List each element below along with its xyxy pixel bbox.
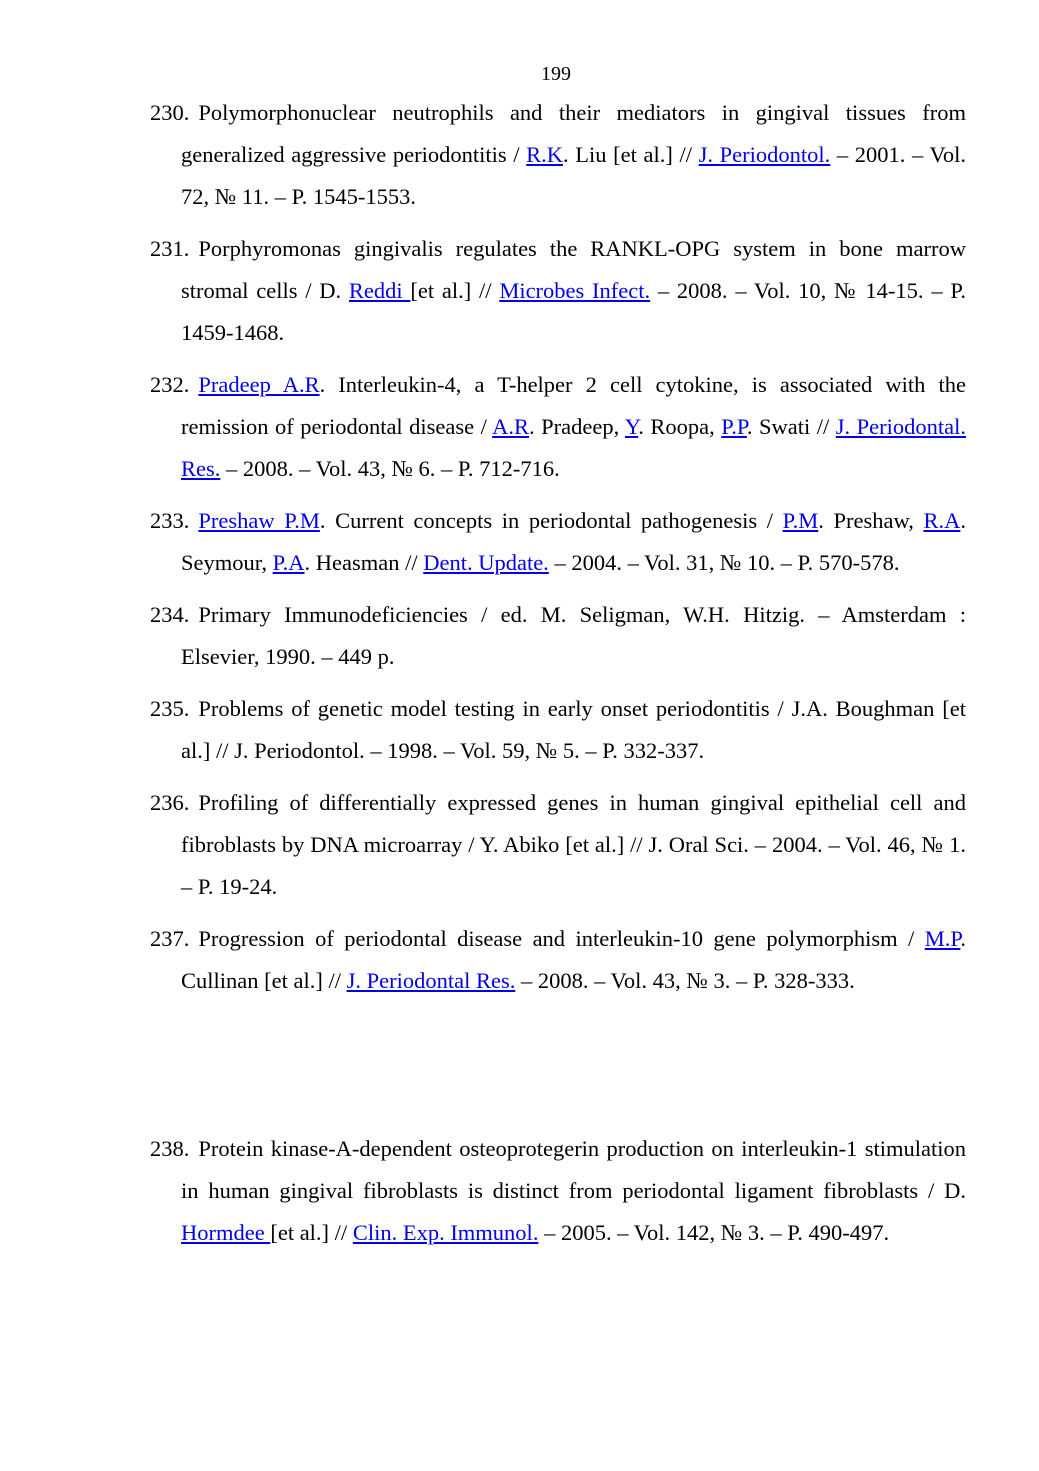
reference-link[interactable]: Y	[624, 414, 639, 439]
reference-text: . Interleukin-4, a T-helper 2 cell cytokine, is associated with the remission of periodontal disease /	[181, 372, 966, 439]
reference-text: . Liu [et al.] //	[563, 142, 699, 167]
reference-text: – 2005. – Vol. 142, № 3. – P. 490-497.	[538, 1220, 890, 1245]
reference-link[interactable]: J. Periodontal. Res.	[181, 414, 966, 481]
reference-list	[150, 92, 966, 1264]
reference-text: . Heasman //	[304, 550, 424, 575]
reference-number: 234.	[150, 602, 190, 627]
reference-entry	[150, 688, 966, 772]
reference-entry	[150, 92, 966, 218]
reference-link[interactable]: P.P	[721, 414, 747, 439]
reference-text: . Current concepts in periodontal pathogenesis /	[319, 508, 783, 533]
reference-text: Progression of periodontal disease and interleukin-10 gene polymorphism /	[198, 926, 925, 951]
reference-text: Problems of genetic model testing in early onset periodontitis / J.A. Boughman [et al.] // J. Periodontol. – 1998. – Vol. 59, № 5. – P. 332-337.	[181, 696, 966, 763]
reference-entry	[150, 1128, 966, 1254]
reference-text: . Preshaw,	[818, 508, 924, 533]
reference-entry	[150, 228, 966, 354]
reference-number: 232.	[150, 372, 190, 397]
reference-link[interactable]: Pradeep A.R	[198, 372, 320, 397]
reference-text: Primary Immunodeficiencies / ed. M. Seligman, W.H. Hitzig. – Amsterdam : Elsevier, 1990. – 449 p.	[181, 602, 966, 669]
reference-entry	[150, 594, 966, 678]
reference-text: – 2008. – Vol. 10, № 14-15. – P. 1459-1468.	[181, 278, 966, 345]
reference-text: Porphyromonas gingivalis regulates the RANKL-OPG system in bone marrow stromal cells / D.	[181, 236, 966, 303]
reference-link[interactable]: Microbes Infect.	[499, 278, 651, 303]
reference-entry	[150, 500, 966, 584]
reference-text: – 2001. – Vol. 72, № 11. – P. 1545-1553.	[181, 142, 966, 209]
reference-link[interactable]: Hormdee	[181, 1220, 271, 1245]
reference-text: . Seymour,	[181, 508, 966, 575]
reference-text: – 2008. – Vol. 43, № 3. – P. 328-333.	[515, 968, 855, 993]
reference-link[interactable]: P.A	[272, 550, 305, 575]
reference-number: 230.	[150, 100, 190, 125]
reference-text: . Pradeep,	[529, 414, 625, 439]
reference-number: 231.	[150, 236, 190, 261]
reference-text: Protein kinase-A-dependent osteoprotegerin production on interleukin-1 stimulation in human gingival fibroblasts is distinct from periodontal ligament fibroblasts / D.	[181, 1136, 966, 1203]
reference-text: – 2008. – Vol. 43, № 6. – P. 712-716.	[220, 456, 560, 481]
reference-link[interactable]: R.A	[923, 508, 961, 533]
page-number: 199	[541, 63, 571, 85]
reference-text: . Roopa,	[638, 414, 722, 439]
reference-link[interactable]: Clin. Exp. Immunol.	[352, 1220, 539, 1245]
reference-text: [et al.] //	[270, 1220, 353, 1245]
reference-text: . Cullinan [et al.] //	[181, 926, 966, 993]
reference-link[interactable]: Dent. Update.	[423, 550, 549, 575]
reference-link[interactable]: Preshaw P.M	[198, 508, 320, 533]
reference-number: 236.	[150, 790, 190, 815]
reference-number: 237.	[150, 926, 190, 951]
reference-number: 235.	[150, 696, 190, 721]
reference-link[interactable]: A.R	[492, 414, 530, 439]
reference-link[interactable]: J. Periodontol.	[698, 142, 831, 167]
section-gap	[150, 1012, 966, 1128]
reference-number: 238.	[150, 1136, 190, 1161]
reference-entry	[150, 918, 966, 1002]
reference-link[interactable]: J. Periodontal Res.	[346, 968, 516, 993]
reference-number: 233.	[150, 508, 190, 533]
reference-link[interactable]: M.P	[924, 926, 961, 951]
reference-entry	[150, 364, 966, 490]
reference-text: – 2004. – Vol. 31, № 10. – P. 570-578.	[548, 550, 900, 575]
reference-text: Profiling of differentially expressed genes in human gingival epithelial cell and fibroblasts by DNA microarray / Y. Abiko [et al.] // J. Oral Sci. – 2004. – Vol. 46, № 1. – P. 19-24.	[181, 790, 966, 899]
reference-text: Polymorphonuclear neutrophils and their mediators in gingival tissues from generalized aggressive periodontitis /	[181, 100, 966, 167]
reference-text: . Swati //	[746, 414, 836, 439]
reference-link[interactable]: Reddi	[348, 278, 411, 303]
reference-link[interactable]: P.M	[782, 508, 819, 533]
reference-text: [et al.] //	[410, 278, 500, 303]
reference-link[interactable]: R.K	[526, 142, 564, 167]
reference-entry	[150, 782, 966, 908]
